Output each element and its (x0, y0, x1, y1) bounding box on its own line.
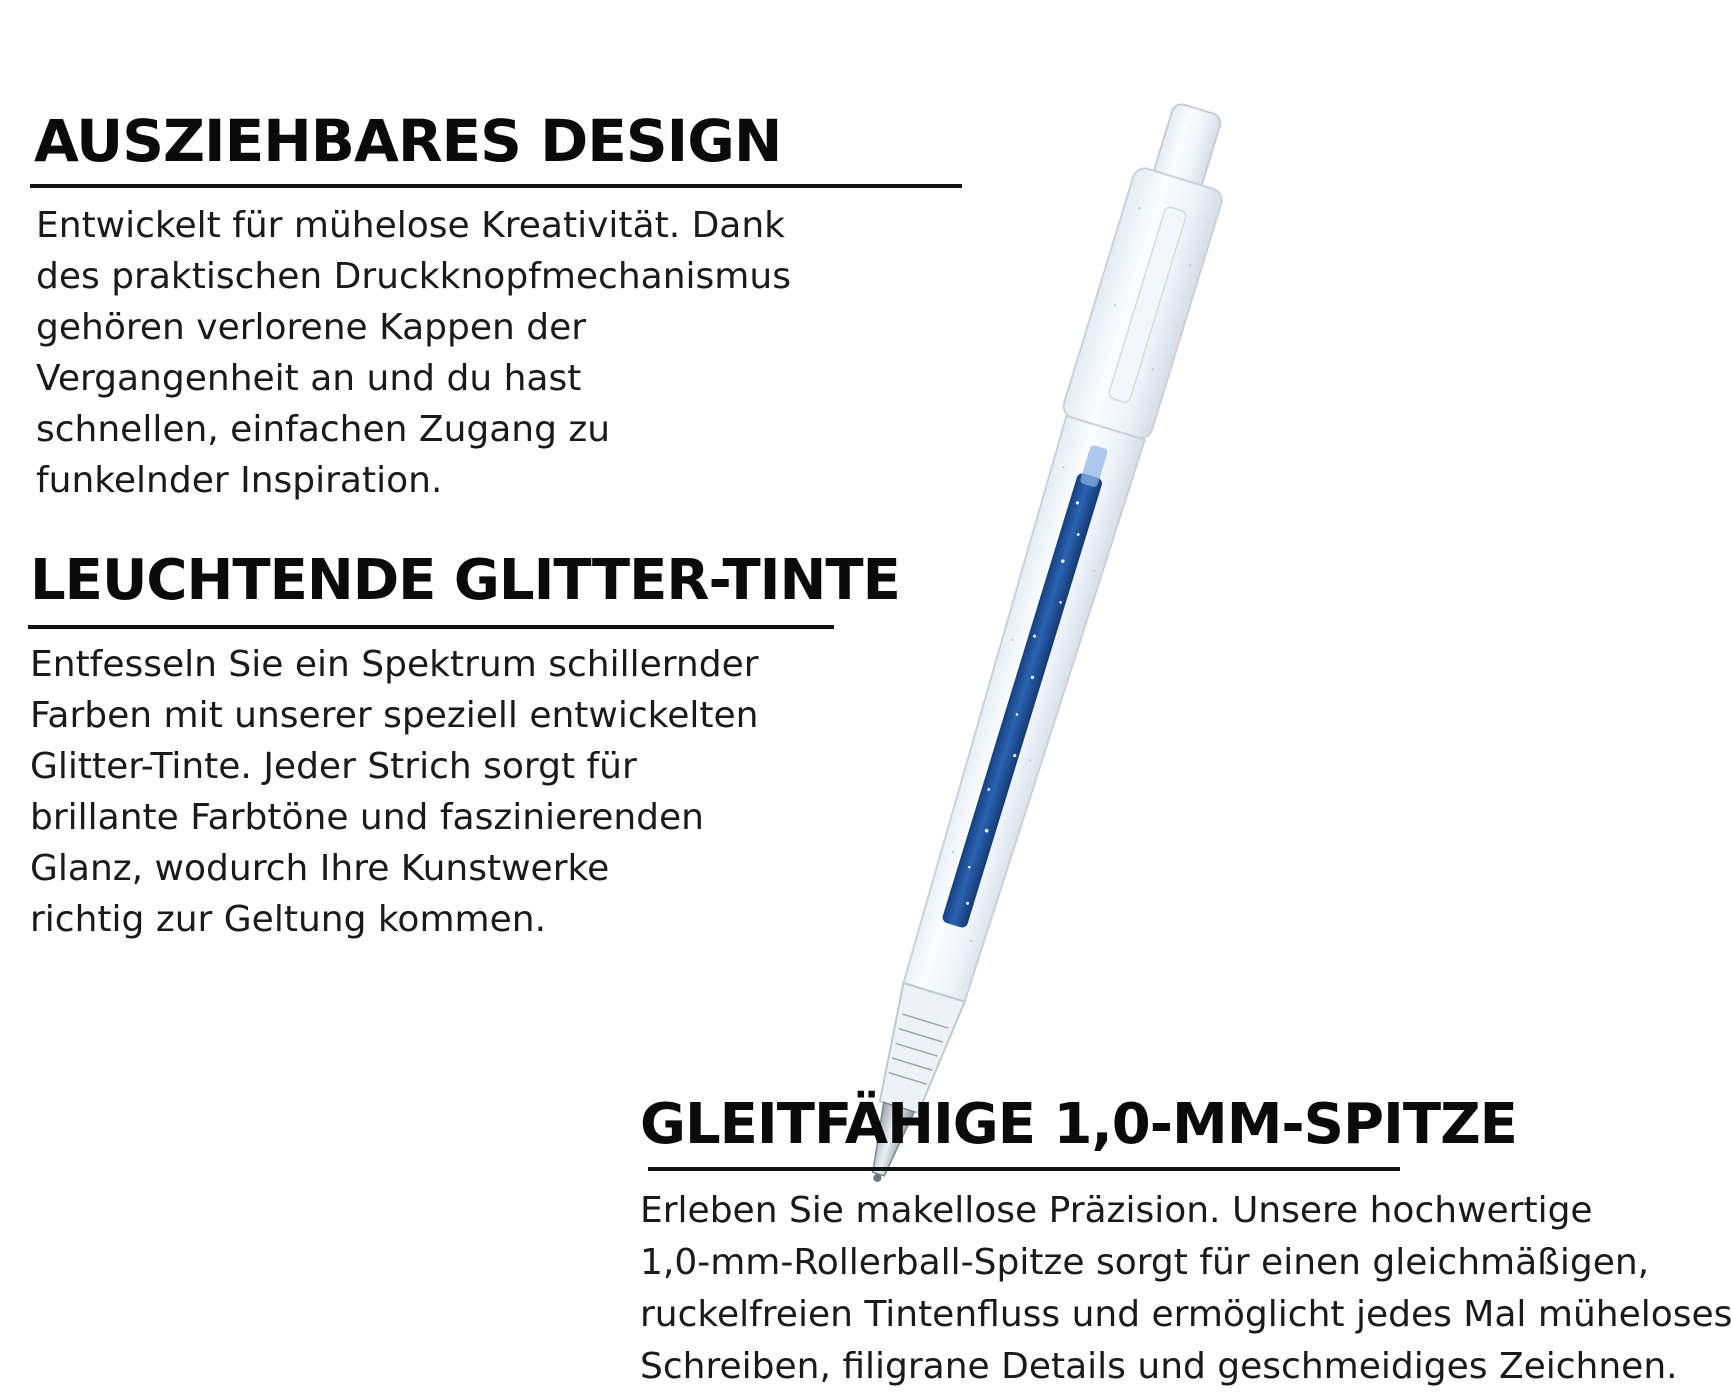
text-line: richtig zur Geltung kommen. (30, 899, 547, 940)
description-retractable-design (30, 200, 970, 506)
text-line: brillante Farbtöne und faszinierenden (30, 797, 704, 838)
section-smooth-tip (640, 1092, 1732, 1393)
heading-underline (30, 184, 962, 188)
text-line: Erleben Sie makellose Präzision. Unsere hochwertige (640, 1190, 1593, 1231)
text-line: Glitter-Tinte. Jeder Strich sorgt für (30, 746, 637, 787)
text-line: Entfesseln Sie ein Spektrum schillernder (30, 644, 759, 685)
text-line: Farben mit unserer speziell entwickelten (30, 695, 759, 736)
description-glitter-ink (28, 639, 848, 945)
text-line: des praktischen Druckknopfmechanismus (36, 256, 791, 297)
text-line: 1,0-mm-Rollerball-Spitze sorgt für einen gleichmäßigen, (640, 1242, 1650, 1283)
text-line: Glanz, wodurch Ihre Kunstwerke (30, 848, 610, 889)
text-line: funkelnder Inspiration. (36, 460, 443, 501)
heading-underline (648, 1167, 1400, 1171)
heading-glitter-ink: LEUCHTENDE GLITTER-TINTE (30, 548, 900, 613)
heading-retractable-design: AUSZIEHBARES DESIGN (34, 107, 782, 175)
heading-underline (28, 625, 834, 629)
text-line: gehören verlorene Kappen der (36, 307, 587, 348)
section-retractable-design (30, 107, 970, 506)
text-line: Vergangenheit an und du hast (36, 358, 582, 399)
text-line: ruckelfreien Tintenfluss und ermöglicht jedes Mal müheloses (640, 1294, 1732, 1335)
text-line: Entwickelt für mühelose Kreativität. Dank (36, 205, 786, 246)
section-glitter-ink (28, 548, 900, 945)
description-smooth-tip (640, 1185, 1732, 1393)
heading-smooth-tip: GLEITFÄHIGE 1,0-MM-SPITZE (640, 1092, 1517, 1157)
text-line: schnellen, einfachen Zugang zu (36, 409, 611, 450)
text-line: Schreiben, filigrane Details und geschmeidiges Zeichnen. (640, 1346, 1678, 1387)
